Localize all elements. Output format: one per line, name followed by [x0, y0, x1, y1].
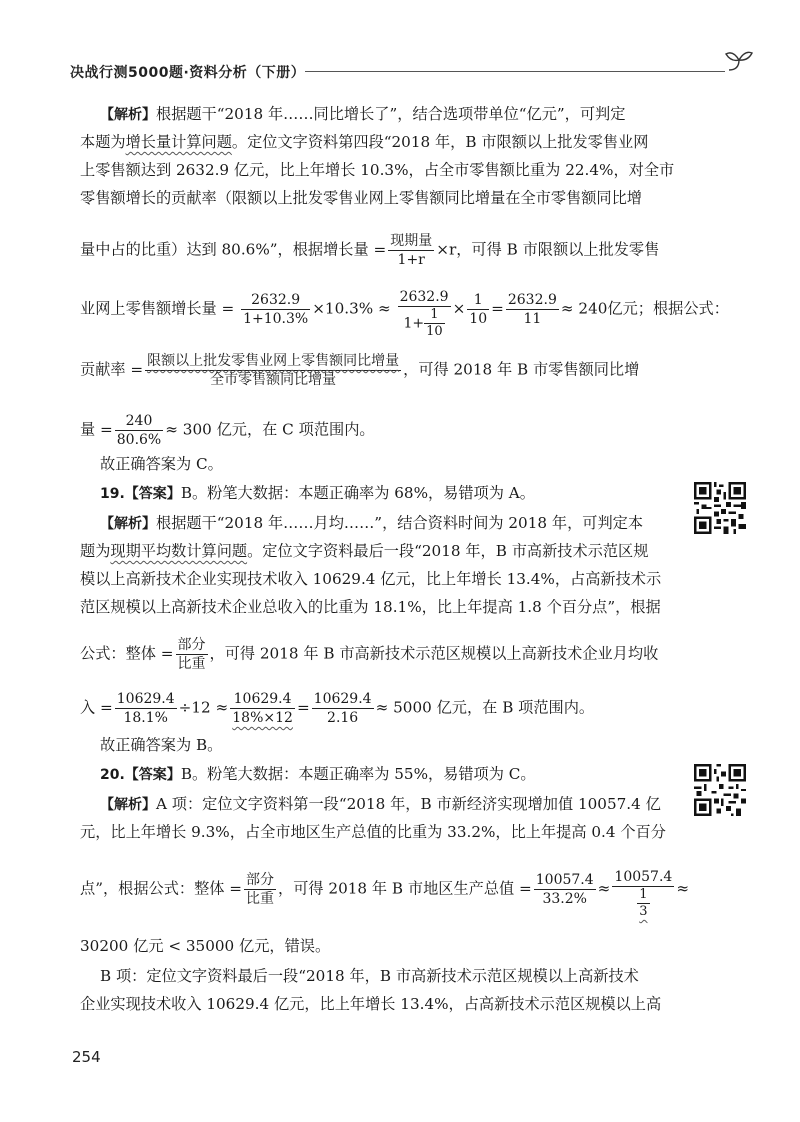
formula-line: 入 = $\frac{10629.4}{18.1\%}$ ÷12 ≈ $\frac{10629.4}{18\%\times 12}$ = $\frac{10629.4}{2.16}$ ≈ 5000 亿元，在 B 项范围内。 [80, 691, 595, 726]
fraction: $\frac{240}{80.6\%}$ [116, 413, 162, 448]
fraction: $\frac{\text{限额以上批发零售业网上零售额同比增量}}{\text{全市零售额同比增量}}$ [147, 353, 400, 388]
formula-line: 业网上零售额增长量 = $\frac{2632.9}{1+10.3\%}$ ×10.3% ≈ 2632.9 1+ $\frac{1}{10}$ × $\frac{1}{10}$ = $\frac{2632.9}{11}$ ≈ 240亿元；根据公式： [80, 289, 729, 339]
fraction: $\frac{10057.4}{\frac{1}{3}}$ [614, 869, 673, 919]
fraction: $\frac{\text{部分}}{\text{比重}}$ [177, 637, 206, 672]
answer-heading: 19.【答案】B。粉笔大数据：本题正确率为 68%，易错项为 A。 [100, 484, 535, 502]
text-line: 【解析】根据题干“2018 年……同比增长了”，结合选项带单位“亿元”，可判定 [100, 105, 626, 123]
qr-code-icon[interactable] [694, 482, 746, 534]
qr-code-icon[interactable] [694, 764, 746, 816]
running-header: 决战行测5000题·资料分析（下册） [70, 65, 306, 81]
text-line: 本题为增长量计算问题。定位文字资料第四段“2018 年，B 市限额以上批发零售业网 [80, 133, 649, 151]
fraction: $\frac{\text{现期量}}{1+r}$ [390, 233, 433, 268]
answer-heading: 20.【答案】B。粉笔大数据：本题正确率为 55%，易错项为 C。 [100, 765, 536, 783]
text-line: 模以上高新技术企业实现技术收入 10629.4 亿元，比上年增长 13.4%，占高新技术示 [80, 570, 662, 588]
text-line: 上零售额达到 2632.9 亿元，比上年增长 10.3%，占全市零售额比重为 22.4%，对全市 [80, 161, 675, 179]
fraction: $\frac{2632.9}{11}$ [507, 292, 557, 327]
fraction: $\frac{2632.9}{1+10.3\%}$ [243, 292, 309, 327]
formula-line: 公式：整体 = $\frac{\text{部分}}{\text{比重}}$ ，可得 2018 年 B 市高新技术示范区规模以上高新技术企业月均收 [80, 637, 659, 672]
text-line: 【解析】A 项：定位文字资料第一段“2018 年，B 市新经济实现增加值 10057.4 亿 [100, 795, 661, 813]
text-line: 【解析】根据题干“2018 年……月均……”，结合资料时间为 2018 年，可判定本 [100, 514, 644, 532]
fraction: $\frac{1}{10}$ [469, 292, 488, 327]
fraction: $\frac{10629.4}{2.16}$ [313, 691, 372, 726]
fraction: $\frac{10057.4}{33.2\%}$ [535, 872, 594, 907]
answer-line: 故正确答案为 C。 [100, 455, 223, 473]
answer-line: 故正确答案为 B。 [100, 736, 223, 754]
sprout-icon [723, 46, 755, 78]
header-rule [305, 71, 725, 72]
text-line: 零售额增长的贡献率（限额以上批发零售业网上零售额同比增量在全市零售额同比增 [80, 189, 642, 207]
text-line: 范区规模以上高新技术企业总收入的比重为 18.1%，比上年提高 1.8 个百分点”，根据 [80, 598, 661, 616]
formula-line: 量中占的比重）达到 80.6%”，根据增长量 = $\frac{\text{现期量}}{1+r}$ ×r，可得 B 市限额以上批发零售 [80, 233, 660, 268]
page-number: 254 [72, 1048, 101, 1066]
fraction: $\frac{\text{部分}}{\text{比重}}$ [246, 872, 275, 907]
formula-line: 量 = $\frac{240}{80.6\%}$ ≈ 300 亿元，在 C 项范围内。 [80, 413, 375, 448]
fraction: 2632.9 1+ $\frac{1}{10}$ [399, 289, 449, 339]
text-line: 30200 亿元 < 35000 亿元，错误。 [80, 937, 331, 955]
formula-line: 点”，根据公式：整体 = $\frac{\text{部分}}{\text{比重}}$ ，可得 2018 年 B 市地区生产总值 = $\frac{10057.4}{33.2\%}$ ≈ $\frac{10057.4}{\frac{1}{3}}$ ≈ [80, 869, 690, 919]
fraction: $\frac{10629.4}{18\%\times 12}$ [232, 691, 293, 726]
text-line: 题为现期平均数计算问题。定位文字资料最后一段“2018 年，B 市高新技术示范区规 [80, 542, 649, 560]
text-line: 企业实现技术收入 10629.4 亿元，比上年增长 13.4%，占高新技术示范区规模以上高 [80, 995, 662, 1013]
text-line: 元，比上年增长 9.3%，占全市地区生产总值的比重为 33.2%，比上年提高 0.4 个百分 [80, 823, 666, 841]
text-line: B 项：定位文字资料最后一段“2018 年，B 市高新技术示范区规模以上高新技术 [100, 967, 639, 985]
formula-line: 贡献率 = $\frac{\text{限额以上批发零售业网上零售额同比增量}}{\text{全市零售额同比增量}}$ ，可得 2018 年 B 市零售额同比增 [80, 353, 640, 388]
fraction: $\frac{10629.4}{18.1\%}$ [116, 691, 175, 726]
